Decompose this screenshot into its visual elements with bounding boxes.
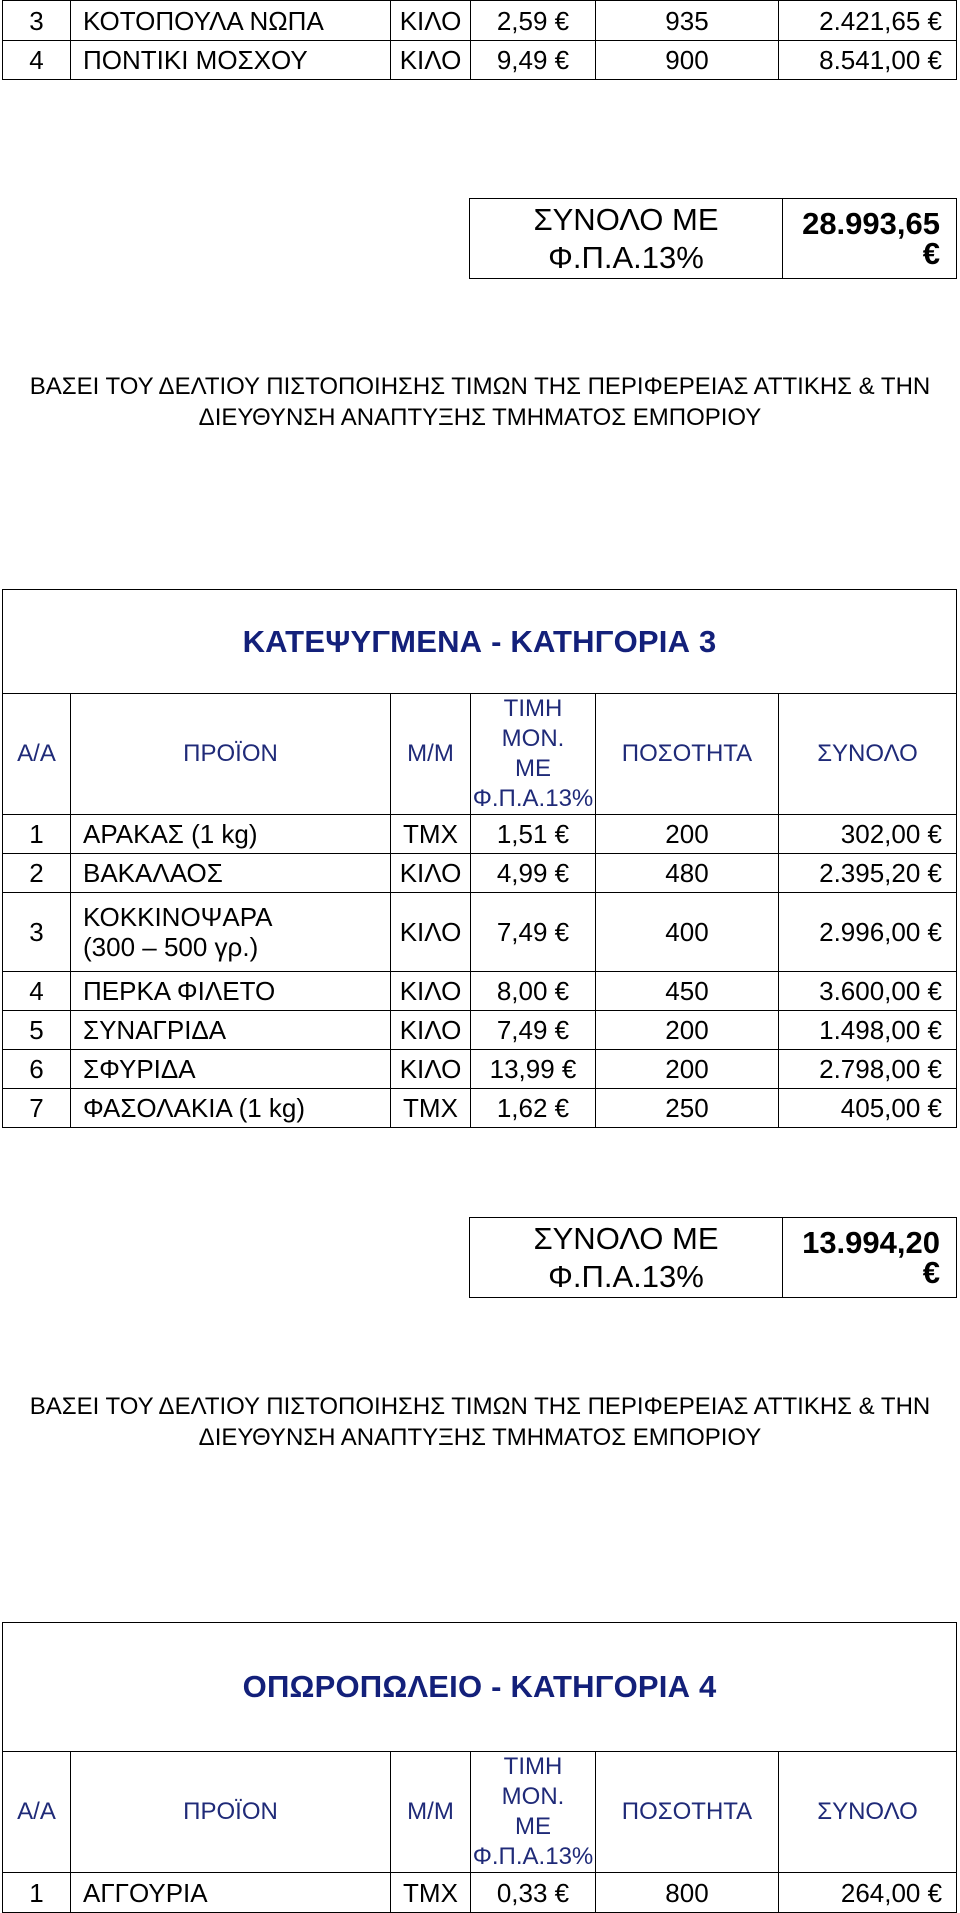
header-product: ΠΡΟΪΟΝ <box>71 1752 391 1873</box>
quantity: 200 <box>596 1050 779 1089</box>
unit-price: 8,00 € <box>471 972 596 1011</box>
summary-label-line1: ΣΥΝΟΛΟ ΜΕ <box>533 201 719 237</box>
summary-value: 28.993,65 € <box>783 199 957 279</box>
line-total: 2.421,65 € <box>779 1 957 41</box>
product-name: ΠΕΡΚΑ ΦΙΛΕΤΟ <box>71 972 391 1011</box>
unit: ΚΙΛΟ <box>391 854 471 893</box>
unit-price: 4,99 € <box>471 854 596 893</box>
note-line1: ΒΑΣΕΙ ΤΟΥ ΔΕΛΤΙΟΥ ΠΙΣΤΟΠΟΙΗΣΗΣ ΤΙΜΩΝ ΤΗΣ ΠΕΡΙΦΕΡΕΙΑΣ ΑΤΤΙΚΗΣ & ΤΗΝ <box>29 1393 931 1420</box>
price-note-1 <box>0 371 960 433</box>
header-price <box>471 694 596 815</box>
table-row <box>3 1 957 41</box>
product-name-line1: ΚΟΚΚΙΝΟΨΑΡΑ <box>83 902 273 932</box>
quantity: 900 <box>596 41 779 80</box>
unit: ΚΙΛΟ <box>391 972 471 1011</box>
category-title: ΚΑΤΕΨΥΓΜΕΝΑ - ΚΑΤΗΓΟΡΙΑ 3 <box>3 590 957 694</box>
top-table <box>2 0 957 80</box>
table-row <box>3 815 957 854</box>
table-header-row <box>3 694 957 815</box>
header-price <box>471 1752 596 1873</box>
product-name: ΒΑΚΑΛΑΟΣ <box>71 854 391 893</box>
summary-label-line2: Φ.Π.Α.13% <box>548 1258 704 1294</box>
product-name: ΣΥΝΑΓΡΙΔΑ <box>71 1011 391 1050</box>
unit-price: 9,49 € <box>471 41 596 80</box>
unit: ΚΙΛΟ <box>391 893 471 972</box>
quantity: 450 <box>596 972 779 1011</box>
line-total: 302,00 € <box>779 815 957 854</box>
header-quantity: ΠΟΣΟΤΗΤΑ <box>596 1752 779 1873</box>
row-number: 4 <box>3 41 71 80</box>
table-row <box>3 972 957 1011</box>
product-name: ΑΡΑΚΑΣ (1 kg) <box>71 815 391 854</box>
line-total: 2.395,20 € <box>779 854 957 893</box>
header-aa: Α/Α <box>3 694 71 815</box>
product-name: ΣΦΥΡΙΔΑ <box>71 1050 391 1089</box>
line-total: 3.600,00 € <box>779 972 957 1011</box>
unit: ΚΙΛΟ <box>391 1 471 41</box>
table-row <box>3 1873 957 1913</box>
unit-price: 7,49 € <box>471 1011 596 1050</box>
table-row <box>3 893 957 972</box>
row-number: 5 <box>3 1011 71 1050</box>
quantity: 400 <box>596 893 779 972</box>
price-note-2 <box>0 1391 960 1453</box>
category-3-table <box>2 589 957 1128</box>
summary-box-2 <box>469 1217 957 1298</box>
summary-label-line1: ΣΥΝΟΛΟ ΜΕ <box>533 1220 719 1256</box>
unit-price: 1,51 € <box>471 815 596 854</box>
product-name <box>71 893 391 972</box>
quantity: 250 <box>596 1089 779 1128</box>
row-number: 6 <box>3 1050 71 1089</box>
header-unit: Μ/Μ <box>391 694 471 815</box>
header-price-line1: ΤΙΜΗ ΜΟΝ. <box>501 1753 565 1810</box>
quantity: 800 <box>596 1873 779 1913</box>
summary-value: 13.994,20 € <box>783 1218 957 1298</box>
row-number: 3 <box>3 1 71 41</box>
line-total: 2.798,00 € <box>779 1050 957 1089</box>
row-number: 4 <box>3 972 71 1011</box>
header-product: ΠΡΟΪΟΝ <box>71 694 391 815</box>
header-total: ΣΥΝΟΛΟ <box>779 694 957 815</box>
unit-price: 0,33 € <box>471 1873 596 1913</box>
category-title: ΟΠΩΡΟΠΩΛΕΙΟ - ΚΑΤΗΓΟΡΙΑ 4 <box>3 1623 957 1752</box>
header-price-line3: Φ.Π.Α.13% <box>472 1843 594 1870</box>
quantity: 200 <box>596 815 779 854</box>
summary-label <box>470 199 783 279</box>
header-quantity: ΠΟΣΟΤΗΤΑ <box>596 694 779 815</box>
row-number: 1 <box>3 1873 71 1913</box>
summary-label <box>470 1218 783 1298</box>
table-row <box>3 1011 957 1050</box>
unit: ΚΙΛΟ <box>391 1050 471 1089</box>
unit: ΚΙΛΟ <box>391 1011 471 1050</box>
line-total: 405,00 € <box>779 1089 957 1128</box>
table-row <box>3 1089 957 1128</box>
unit-price: 13,99 € <box>471 1050 596 1089</box>
row-number: 2 <box>3 854 71 893</box>
unit: ΤΜΧ <box>391 815 471 854</box>
category-4-table <box>2 1622 957 1913</box>
row-number: 7 <box>3 1089 71 1128</box>
header-total: ΣΥΝΟΛΟ <box>779 1752 957 1873</box>
quantity: 200 <box>596 1011 779 1050</box>
product-name: ΦΑΣΟΛΑΚΙΑ (1 kg) <box>71 1089 391 1128</box>
unit: ΚΙΛΟ <box>391 41 471 80</box>
product-name-line2: (300 – 500 γρ.) <box>83 932 259 962</box>
table-row <box>3 41 957 80</box>
table-row <box>3 1050 957 1089</box>
summary-label-line2: Φ.Π.Α.13% <box>548 239 704 275</box>
note-line2: ΔΙΕΥΘΥΝΣΗ ΑΝΑΠΤΥΞΗΣ ΤΜΗΜΑΤΟΣ ΕΜΠΟΡΙΟΥ <box>198 404 762 431</box>
header-price-line1: ΤΙΜΗ ΜΟΝ. <box>501 695 565 752</box>
row-number: 3 <box>3 893 71 972</box>
summary-box-1 <box>469 198 957 279</box>
line-total: 8.541,00 € <box>779 41 957 80</box>
product-name: ΚΟΤΟΠΟΥΛΑ ΝΩΠΑ <box>71 1 391 41</box>
line-total: 1.498,00 € <box>779 1011 957 1050</box>
product-name: ΠΟΝΤΙΚΙ ΜΟΣΧΟΥ <box>71 41 391 80</box>
note-line2: ΔΙΕΥΘΥΝΣΗ ΑΝΑΠΤΥΞΗΣ ΤΜΗΜΑΤΟΣ ΕΜΠΟΡΙΟΥ <box>198 1424 762 1451</box>
unit-price: 1,62 € <box>471 1089 596 1128</box>
line-total: 264,00 € <box>779 1873 957 1913</box>
unit-price: 2,59 € <box>471 1 596 41</box>
header-unit: Μ/Μ <box>391 1752 471 1873</box>
quantity: 480 <box>596 854 779 893</box>
unit: ΤΜΧ <box>391 1089 471 1128</box>
table-header-row <box>3 1752 957 1873</box>
header-price-line2: ΜΕ <box>515 1813 551 1840</box>
header-price-line2: ΜΕ <box>515 755 551 782</box>
unit: ΤΜΧ <box>391 1873 471 1913</box>
table-row <box>3 854 957 893</box>
header-price-line3: Φ.Π.Α.13% <box>472 785 594 812</box>
unit-price: 7,49 € <box>471 893 596 972</box>
line-total: 2.996,00 € <box>779 893 957 972</box>
row-number: 1 <box>3 815 71 854</box>
quantity: 935 <box>596 1 779 41</box>
note-line1: ΒΑΣΕΙ ΤΟΥ ΔΕΛΤΙΟΥ ΠΙΣΤΟΠΟΙΗΣΗΣ ΤΙΜΩΝ ΤΗΣ ΠΕΡΙΦΕΡΕΙΑΣ ΑΤΤΙΚΗΣ & ΤΗΝ <box>29 373 931 400</box>
header-aa: Α/Α <box>3 1752 71 1873</box>
product-name: ΑΓΓΟΥΡΙΑ <box>71 1873 391 1913</box>
